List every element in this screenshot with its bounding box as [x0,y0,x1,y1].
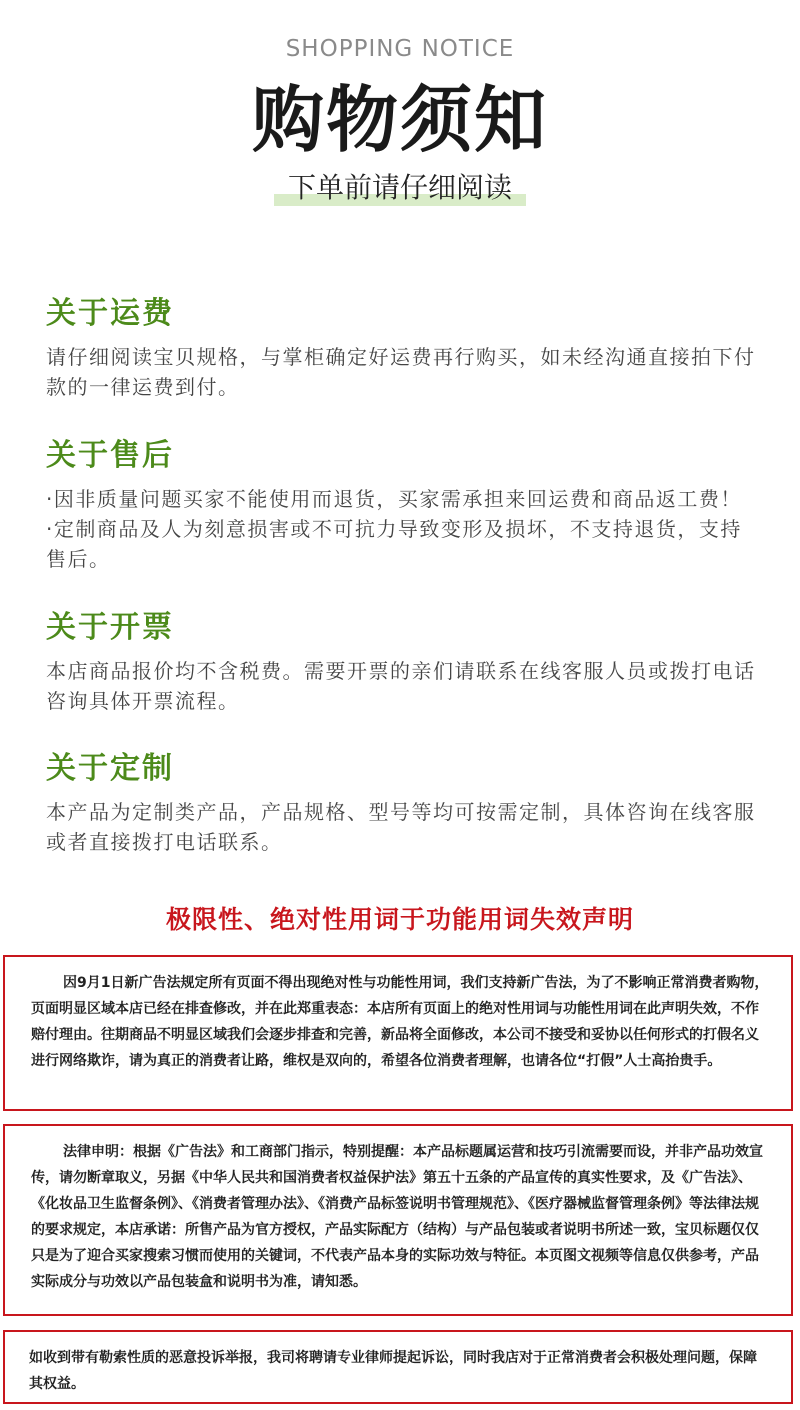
section-text: ·定制商品及人为刻意损害或不可抗力导致变形及损坏，不支持退货，支持售后。 [46,517,742,571]
section-title: 关于运费 [46,296,174,331]
section-body [46,484,756,574]
section-text: ·因非质量问题买家不能使用而退货，买家需承担来回运费和商品返工费！ [46,487,742,511]
section-after-sales [46,436,756,574]
section-body [46,342,756,402]
notice-box-complaints [3,1330,793,1404]
section-text: 请仔细阅读宝贝规格，与掌柜确定好运费再行购买，如未经沟通直接拍下付款的一律运费到付。 [46,345,756,399]
section-shipping [46,294,756,402]
section-body [46,656,756,716]
notice-text: 因9月1日新广告法规定所有页面不得出现绝对性与功能性用词，我们支持新广告法，为了不影响正常消费者购物，页面明显区域本店已经在排查修改，并在此郑重表态：本店所有页面上的绝对性用词与功能性用词在此声明失效，不作赔付理由。往期商品不明显区域我们会逐步排查和完善，新品将全面修改，本公司不接受和妥协以任何形式的打假名义进行网络欺诈，请为真正的消费者让路，维权是双向的，希望各位消费者理解，也请各位“打假”人士高抬贵手。 [31,975,769,1069]
section-title: 关于售后 [46,438,174,473]
section-text: 本产品为定制类产品，产品规格、型号等均可按需定制，具体咨询在线客服或者直接拨打电话联系。 [46,800,756,854]
notice-text: 如收到带有勒索性质的恶意投诉举报，我司将聘请专业律师提起诉讼，同时我店对于正常消费者会积极处理问题，保障其权益。 [29,1350,757,1392]
section-title: 关于定制 [46,751,174,786]
notice-box-ad-law [3,955,793,1111]
eyebrow-label: SHOPPING NOTICE [285,36,515,62]
subtitle-wrap [0,170,800,206]
page-title: 购物须知 [251,78,548,162]
section-invoice [46,608,756,716]
subtitle-text: 下单前请仔细阅读 [287,171,512,204]
disclaimer-heading: 极限性、绝对性用词于功能用词失效声明 [165,905,634,934]
notice-text: 法律申明：根据《广告法》和工商部门指示，特别提醒：本产品标题属运营和技巧引流需要而设，并非产品功效宣传，请勿断章取义，另据《中华人民共和国消费者权益保护法》第五十五条的产品宣传的真实性要求，及《广告法》、《化妆品卫生监督条例》、《消费者管理办法》、《消费产品标签说明书管理规范》、《医疗器械监督管理条例》等法律法规的要求规定，本店承诺：所售产品为官方授权，产品实际配方（结构）与产品包装或者说明书所述一致，宝贝标题仅仅只是为了迎合买家搜索习惯而使用的关键词，不代表产品本身的实际功效与特征。本页图文视频等信息仅供参考，产品实际成分与功效以产品包装盒和说明书为准，请知悉。 [31,1144,763,1290]
section-customization [46,749,756,857]
subtitle [278,170,522,206]
section-text: 本店商品报价均不含税费。需要开票的亲们请联系在线客服人员或拨打电话咨询具体开票流程。 [46,659,756,713]
notice-box-legal [3,1124,793,1316]
section-title: 关于开票 [46,610,174,645]
section-body [46,797,756,857]
